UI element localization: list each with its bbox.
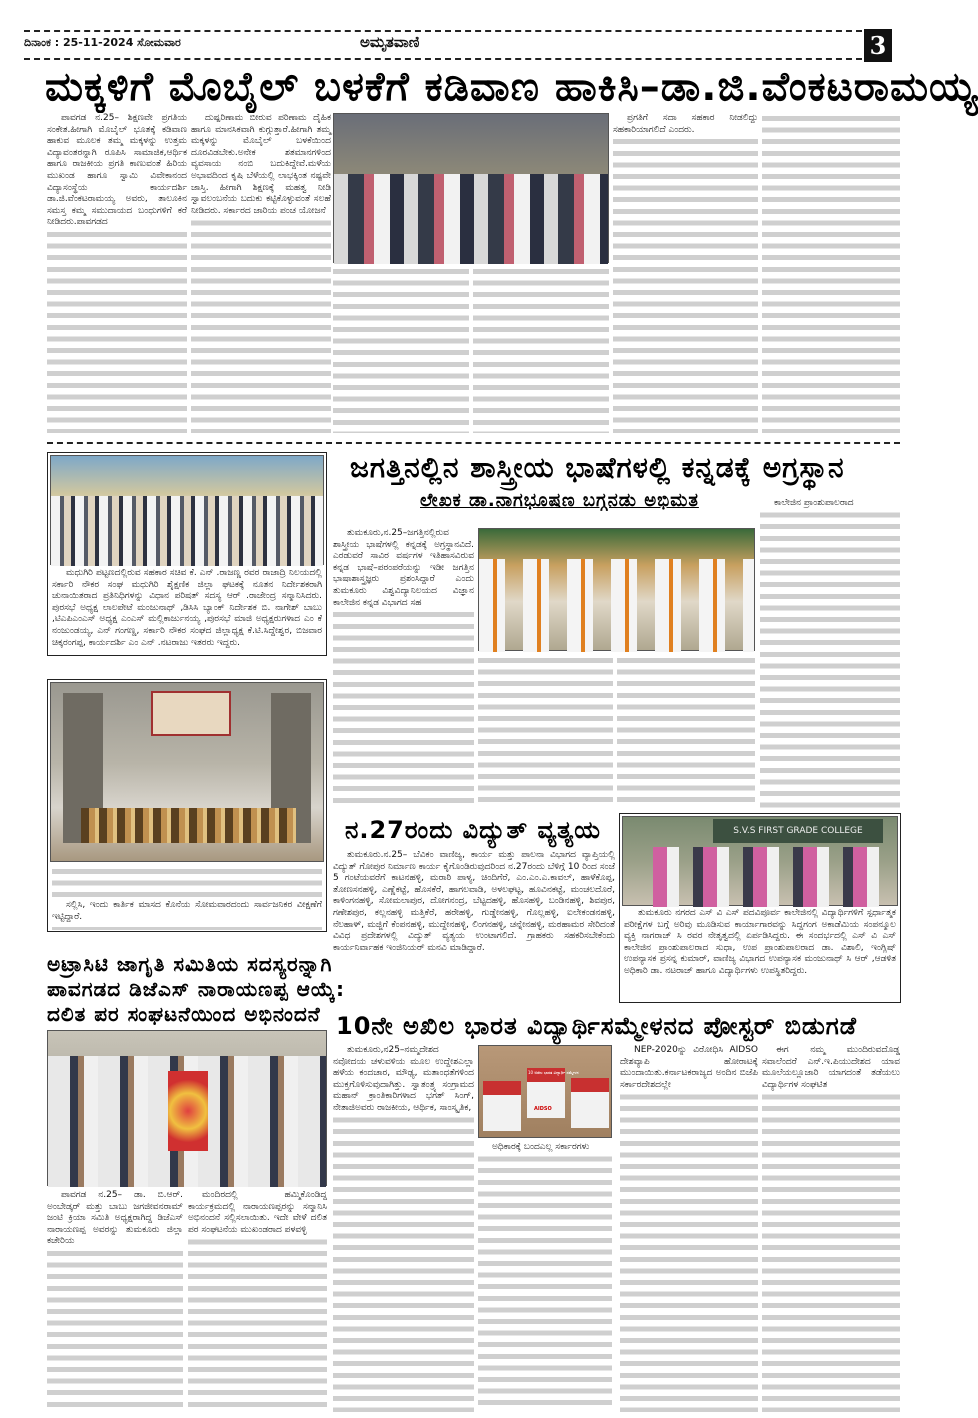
article1-col5-text: ಪ್ರಗತಿಗೆ ಸದಾ ಸಹಕಾರ ನೀಡಲಿದ್ದು ಸಹಕಾರಿಯಾಗಲಿದೆ ಎಂದರು. xyxy=(613,113,758,137)
poster-badge: AIDSO xyxy=(534,1106,552,1112)
photo-caption-1: ಮಧುಗಿರಿ ಪಟ್ಟಣದಲ್ಲಿರುವ ಸಹಕಾರ ಸಚಿವ ಕೆ. ಎನ್ .ರಾಜಣ್ಣ ರವರ ರಾಜಾದ್ರಿ ನಿಲಯದಲ್ಲಿ ಸರ್ಕಾರಿ ನೌಕರ ಸಂಘ ಮಧುಗಿರಿ ಶೈಕ್ಷಣಿಕ ಜಿಲ್ಲಾ ಘಟಕಕ್ಕೆ ನೂತನ ನಿರ್ದೇಶಕರಾಗಿ ಚುನಾಯಿತರಾದ ಪ್ರತಿನಿಧಿಗಳನ್ನು ವಿಧಾನ ಪರಿಷತ್ ಸದಸ್ಯ ಆರ್ .ರಾಜೇಂದ್ರ ಸನ್ಮಾನಿಸಿದರು. ಪುರಸಭೆ ಅಧ್ಯಕ್ಷ ಲಾಲಪೇಟೆ ಮಂಜುನಾಥ್ ,ಡಿಸಿಸಿ ಬ್ಯಾಂಕ್ ನಿರ್ದೇಶಕ ಬಿ. ನಾಗೇಶ್ ಬಾಬು ,ಟಿಎಪಿಎಂಎಸ್ ಅಧ್ಯಕ್ಷ ಎಂಎಸ್ ಮಲ್ಲಿಕಾರ್ಜುನಯ್ಯ ,ಪುರಸಭೆ ಮಾಜಿ ಅಧ್ಯಕ್ಷರುಗಳಾದ ಎಂ ಕೆ ನಂಜುಂಡಯ್ಯ, ಎನ್ ಗಂಗಣ್ಣ, ಸರ್ಕಾರಿ ನೌಕರ ಸಂಘದ ಜಿಲ್ಲಾಧ್ಯಕ್ಷ ಕೆ.ಟಿ.ಸಿದ್ದೇಶ್ವರ, ಬಿಜವಾರ ಚಿಕ್ಕರಂಗಪ್ಪ, ಕಾರ್ಯದರ್ಶಿ ಎಂ ಎನ್ .ನಟರಾಜು ಇತರರು ಇದ್ದರು. xyxy=(52,568,322,648)
header-rule-bottom xyxy=(24,58,862,60)
article1-col4 xyxy=(473,266,609,433)
article4-col1-text: ಪಾವಗಡ ನ.25– ಡಾ. ಬಿ.ಆರ್. ಅಂಬೇಡ್ಕರ್ ಮತ್ತು ಬಾಬು ಜಗಜೀವನರಾಮ್ ಜಂಟಿ ಕ್ರಿಯಾ ಸಮಿತಿ ಅಧ್ಯಕ್ಷರಾಗಿದ್ದ ಡಿಜೆಎಸ್ ನಾರಾಯಣಪ್ಪ ಅವರನ್ನು ತುಮಕೂರು ಜಿಲ್ಲಾ ಕಚೇರಿಯ xyxy=(47,1190,183,1249)
article1-col2 xyxy=(191,113,331,433)
article5-col3-text: NEP-2020ನ್ನು ವಿರೋಧಿಸಿ AIDSO ದೇಶವ್ಯಾಪಿ ಹೋರಾಟಕ್ಕೆ ಮುಂದಾಯಿತು.ಕರ್ನಾಟಕರಾಜ್ಯದ ಅಂದಿನ ಬಿಜೆಪಿ ಸರ್ಕಾರದೇಶದಲ್ಲೇ xyxy=(620,1045,758,1092)
banner xyxy=(151,691,231,736)
article5-headline: 10ನೇ ಅಖಿಲ ಭಾರತ ವಿದ್ಯಾರ್ಥಿಸಮ್ಮೇಳನದ ಪೋಸ್ಟರ್ ಬಿಡುಗಡೆ xyxy=(336,1012,857,1040)
article3-headline: ನ.27ರಂದು ವಿದ್ಯುತ್ ವ್ಯತ್ಯಯ xyxy=(345,816,601,844)
photo-narayanappa-felicitation xyxy=(47,1030,327,1186)
masthead: ಅಮೃತವಾಣಿ xyxy=(360,33,420,51)
article2-subheadline: ಲೇಖಕ ಡಾ.ನಾಗಭೂಷಣ ಬಗ್ಗನಡು ಅಭಿಮತ xyxy=(420,490,699,511)
photo-group-felicitation xyxy=(50,455,324,565)
article2-col1 xyxy=(333,528,474,808)
people xyxy=(653,847,893,907)
article2-col2 xyxy=(478,655,613,808)
photo-caption-2-text: ಸಲ್ಲಿಸಿ, ಇಂದು ಕಾರ್ತಿಕ ಮಾಸದ ಕೊನೆಯ ಸೋಮವಾರದಂದು ಸಾರ್ವಜನಿಕರ ವೀಕ್ಷಣೆಗೆ ಇಟ್ಟಿದ್ದಾರೆ. xyxy=(52,900,322,922)
article3-body: ತುಮಕೂರು.ನ.25– ಬೆವಿಕಂ ವಾಣಿಜ್ಯ, ಕಾರ್ಯ ಮತ್ತು ಪಾಲನಾ ವಿಭಾಗದ ವ್ಯಾಪ್ತಿಯಲ್ಲಿ ವಿದ್ಯುತ್ ಗೋಪುರ ನಿರ್ಮಾಣ ಕಾರ್ಯ ಕೈಗೊಂಡಿರುವುದರಿಂದ ನ.27ರಂದು ಬೆಳಿಗ್ಗೆ 10 ರಿಂದ ಸಂಜೆ 5 ಗಂಟೆಯವರೆಗೆ ಕಾಟನಹಳ್ಳಿ, ಮರಾಠಿ ಪಾಳ್ಯ, ಚಿಂದಿಗೆರೆ, ಎಂ.ಎಂ.ಎ.ಕಾವಲ್, ಹಾಳೆಕೊಪ್ಪ, ತೋಣಸನಹಳ್ಳಿ, ಎಣ್ಣೆಕಟ್ಟೆ, ಹೊಸಕೆರೆ, ಹಾಗಲವಾಡಿ, ಅಳಲಘಟ್ಟ, ಹೂವಿನಕಟ್ಟೆ, ಮಂಚಲದೊರೆ, ಕಾಳಿಂಗನಹಳ್ಳಿ, ಸೋಮಲಾಪುರ, ದೋಗನಂದ್ರ, ಬೆಟ್ಟದಹಳ್ಳಿ, ಹೊಸಹಳ್ಳಿ, ಬಂಡಿನಹಳ್ಳಿ, ಶಿವಪುರ, ಗಣೇಶಪುರ, ಕಲ್ಲನಹಳ್ಳಿ ಮತ್ತಿಕೆರೆ, ಹರೇಹಳ್ಳಿ, ಗುಡ್ಡೇನಹಳ್ಳಿ, ಗೊಲ್ಲಹಳ್ಳಿ, ಐಲೇಕಂಡನಹಳ್ಳಿ, ನೆಲಹಾಳ್, ಮಜ್ಜಿಗೆ ಕೆಂಪನಹಳ್ಳಿ, ಮುದ್ದೇನಹಳ್ಳಿ, ಲಿಂಗನಹಳ್ಳಿ, ಚನ್ನೇನಹಳ್ಳಿ, ಮಠಹಾಮರ ಸೇರಿದಂತೆ ವಿವಿಧ ಪ್ರದೇಶಗಳಲ್ಲಿ ವಿದ್ಯುತ್ ವ್ಯತ್ಯಯ ಉಂಟಾಗಲಿದೆ. ಗ್ರಾಹಕರು ಸಹಕರಿಸಬೇಕೆಂದು ಕಾರ್ಯನಿರ್ವಾಹಕ ಇಂಜಿನಿಯರ್ ಮನವಿ ಮಾಡಿದ್ದಾರೆ. xyxy=(333,850,615,953)
photo-temple-idols xyxy=(50,682,324,862)
people-shawls xyxy=(479,559,754,652)
people-silhouettes xyxy=(334,174,608,264)
article4-col1 xyxy=(47,1190,183,1412)
article5-col1 xyxy=(333,1045,474,1412)
header-rule-top xyxy=(24,30,862,32)
college-photo xyxy=(622,816,898,906)
article4-col2-text: ಮಂದಿರದಲ್ಲಿ ಹಮ್ಮಿಕೊಂಡಿದ್ದ ಕಾರ್ಯಕ್ರಮದಲ್ಲಿ ನಾರಾಯಣಪ್ಪರನ್ನು ಸನ್ಮಾನಿಸಿ ಅಭಿನಂದನೆ ಸಲ್ಲಿಸಲಾಯಿತು. ಇದೇ ವೇಳೆ ದಲಿತ ಪರ ಸಂಘಟನೆಯ ಮುಖಂಡರಾದ ಪಳವಳ್ಳಿ xyxy=(188,1190,327,1237)
article1-col1-text: ಪಾವಗಡ ನ.25– ಶಿಕ್ಷಣವೇ ಪ್ರಗತಿಯ ಸಂಕೇತ.ಹೀಗಾಗಿ ಮೊಬೈಲ್ ಭೂತಕ್ಕೆ ಕಡಿವಾಣ ಹಾಕುವ ಮೂಲಕ ತಮ್ಮ ಮಕ್ಕಳನ್ನು ಉತ್ತಮ ವಿದ್ಯಾವಂತರನ್ನಾಗಿ ರೂಪಿಸಿ ಸಾಮಾಜಿಕ,ಆರ್ಥಿಕ ಹಾಗೂ ರಾಜಕೀಯ ಪ್ರಗತಿ ಕಾಣುವಂತೆ ಹಿರಿಯ ಮುಖಂಡ ಹಾಗೂ ಸ್ವಾಮಿ ವಿವೇಕಾನಂದ ವಿದ್ಯಾಸಂಸ್ಥೆಯ ಕಾರ್ಯದರ್ಶಿ ಡಾ.ಜಿ.ವೆಂಕಟರಾಮಯ್ಯ ಅವರು, ತಾಲೂಕಿನ ಸಮಸ್ತ ಕಮ್ಮ ಸಮುದಾಯದ ಬಂಧುಗಳಿಗೆ ಕರೆ ನೀಡಿದರು.ಪಾವಗಡದ xyxy=(47,113,187,230)
article2-headline: ಜಗತ್ತಿನಲ್ಲಿನ ಶಾಸ್ತ್ರೀಯ ಭಾಷೆಗಳಲ್ಲಿ ಕನ್ನಡಕ್ಕೆ ಅಗ್ರಸ್ಥಾನ xyxy=(350,451,845,484)
issue-date: ದಿನಾಂಕ : 25-11-2024 ಸೋಮವಾರ xyxy=(24,36,181,49)
page-number: 3 xyxy=(864,29,892,62)
article2-col3 xyxy=(617,655,755,808)
article1-col2-text: ದುಷ್ಪರಿಣಾಮ ಬೀರುವ ಪರಿಣಾಮ ದೈಹಿಕ ಹಾಗೂ ಮಾನಸಿಕವಾಗಿ ಕುಗ್ಗುತ್ತಾರೆ.ಹೀಗಾಗಿ ತಮ್ಮ ಮಕ್ಕಳನ್ನು ಮೊಬೈಲ್ ಬಳಕೆಯಿಂದ ದೂರವಿಡಬೇಕು.ಅನೇಕ ಶತಮಾನಗಳಿಂದ ವ್ಯವಸಾಯ ನಂಬಿ ಬದುಕಿದ್ದೇವೆ.ಮಳೆಯ ಅಭಾವದಿಂದ ಕೃಷಿ ಬೆಳೆಯಲ್ಲಿ ಲಾಭಕ್ಕಿಂತ ನಷ್ಟವೇ ಜಾಸ್ತಿ. ಹೀಗಾಗಿ ಶಿಕ್ಷಣಕ್ಕೆ ಮಹತ್ವ ನೀಡಿ ಸ್ವಾವಲಂಬನೆಯ ಬದುಕು ಕಟ್ಟಿಕೊಳ್ಳುವಂತೆ ಸಲಹೆ ನೀಡಿದರು. ಸರ್ಕಾರದ ಜಾರಿಯ ಪಂಚ ಯೋಜನೆ xyxy=(191,113,331,218)
article1-col3 xyxy=(333,266,469,433)
group-people xyxy=(51,496,323,566)
article5-photo-poster-release xyxy=(478,1045,612,1138)
poster-title: 10 ಅಖಿಲ ಭಾರತ ವಿದ್ಯಾರ್ಥಿ ಸಮ್ಮೇಳನ xyxy=(528,1070,579,1075)
article2-photo-dignitaries xyxy=(478,528,755,651)
article4-headline-3: ದಲಿತ ಪರ ಸಂಘಟನೆಯಿಂದ ಅಭಿನಂದನೆ xyxy=(47,1002,321,1026)
article4-headline-2: ಪಾವಗಡದ ಡಿಜೆಎಸ್ ನಾರಾಯಣಪ್ಪ ಆಯ್ಕೆ: xyxy=(47,977,345,1001)
article2-col4-text: ಕಾಲೇಜಿನ ಪ್ರಾಂಶುಪಾಲರಾದ xyxy=(760,498,900,511)
article1-photo-lamp-lighting xyxy=(333,113,609,263)
article2-col1-text: ತುಮಕೂರು,ನ.25–ಜಗತ್ತಿನಲ್ಲಿರುವ ಶಾಸ್ತ್ರೀಯ ಭಾಷೆಗಳಲ್ಲಿ ಕನ್ನಡಕ್ಕೆ ಅಗ್ರಸ್ಥಾನವಿದೆ. ಎರಡುವರೆ ಸಾವಿರ ವರ್ಷಗಳ ಇತಿಹಾಸವಿರುವ ಕನ್ನಡ ಭಾಷೆ–ಪರಂಪರೆಯನ್ನು ಇಡೀ ಜಗತ್ತಿನ ಭಾಷಾಶಾಸ್ತ್ರಜ್ಞರು ಪ್ರಶಂಸಿದ್ದಾರೆ ಎಂದು ತುಮಕೂರು ವಿಶ್ವವಿದ್ಯಾನಿಲಯದ ವಿಜ್ಞಾನ ಕಾಲೇಜಿನ ಕನ್ನಡ ವಿಭಾಗದ ಸಹ xyxy=(333,528,474,610)
article4-col2 xyxy=(188,1190,327,1412)
article5-col4 xyxy=(762,1045,900,1412)
article2-col4 xyxy=(760,498,900,810)
article1-col1 xyxy=(47,113,187,433)
article5-col2-text: ಅಧಿಕಾರಕ್ಕೆ ಬಂದಎಲ್ಲ ಸರ್ಕಾರಗಳು xyxy=(478,1142,612,1155)
poster xyxy=(483,1081,521,1131)
section-divider xyxy=(47,442,900,444)
article1-col5 xyxy=(613,113,758,433)
article1-headline: ಮಕ್ಕಳಿಗೆ ಮೊಬೈಲ್ ಬಳಕೆಗೆ ಕಡಿವಾಣ ಹಾಕಿಸಿ–ಡಾ.ಜಿ.ವೆಂಕಟರಾಮಯ್ಯ xyxy=(45,64,978,110)
article5-col1-text: ತುಮಕೂರು,ನ25–ನಮ್ಮದೇಶದ ನವೋದಯ ಚಳುವಳಿಯ ಮೂಲ ಉದ್ದೇಶಎಲ್ಲಾ ಹಳೆಯ ಕಂದಚಾರ, ಮೌಢ್ಯ, ಮತಾಂಧತೆಗಳಿಂದ ಮುಕ್ತಗೊಳಿಸುವುದಾಗಿತ್ತು. ಸ್ವಾತಂತ್ರ್ಯ ಸಂಗ್ರಾಮದ ಮಹಾನ್ ಕ್ರಾಂತಿಕಾರಿಗಳಾದ ಭಗತ್ ಸಿಂಗ್, ನೇತಾಜಿಅವರು ರಾಜಕೀಯ, ಆರ್ಥಿಕ, ಸಾಂಸ್ಕೃತಿಕ, xyxy=(333,1045,474,1116)
article4-headline-1: ಅಟ್ರಾಸಿಟಿ ಜಾಗೃತಿ ಸಮಿತಿಯ ಸದಸ್ಯರನ್ನಾಗಿ xyxy=(47,952,333,976)
article1-col6 xyxy=(762,113,900,433)
poster xyxy=(571,1078,609,1128)
article5-col4-text: ಈಗ ನಮ್ಮ ಮುಂದಿರುವದೊಡ್ಡ ಸವಾಲೆಂದರೆ ಎನ್.ಇ.ಪಿಯುದೇಶದ ಯಾವ ಮೂಲೆಯಲ್ಲೂಜಾರಿ ಯಾಗದಂತೆ ತಡೆಯಲು ವಿದ್ಯಾರ್ಥಿಗಳ ಸಂಘಟಿತ xyxy=(762,1045,900,1092)
idol-display xyxy=(81,808,296,843)
garland xyxy=(168,1071,208,1151)
article5-col3 xyxy=(620,1045,758,1412)
article5-col2 xyxy=(478,1142,612,1412)
chalkboard-text: S.V.S FIRST GRADE COLLEGE xyxy=(713,819,883,843)
photo-caption-2 xyxy=(52,866,322,930)
college-photo-caption: ತುಮಕೂರು ನಗರದ ಎಸ್ ವಿ ಎಸ್ ಪದವಿಪೂರ್ವ ಕಾಲೇಜಿನಲ್ಲಿ ವಿದ್ಯಾರ್ಥಿಗಳಿಗೆ ಸ್ಪರ್ಧಾತ್ಮಕ ಪರೀಕ್ಷೆಗಳ ಬಗ್ಗೆ ಅರಿವು ಮೂಡಿಸುವ ಕಾರ್ಯಾಗಾರವನ್ನು ಸಿದ್ದಗಂಗ ಅಕಾಡೆಮಿಯ ಸಂಪನ್ಮೂಲ ವ್ಯಕ್ತಿ ನಾಗರಾಜ್ ಸಿ ರವರ ನೇತೃತ್ವದಲ್ಲಿ ಏರ್ಪಡಿಸಿದ್ದರು. ಈ ಸಂದರ್ಭದಲ್ಲಿ ಎಸ್ ವಿ ಎಸ್ ಕಾಲೇಜಿನ ಪ್ರಾಂಶುಪಾಲರಾದ ಸುಧಾ, ಉಪ ಪ್ರಾಂಶುಪಾಲರಾದ ಡಾ. ವಿಶಾಲಿ, ಇಂಗ್ಲಿಷ್ ಉಪನ್ಯಾಸಕ ಪ್ರಸನ್ನ ಕುಮಾರ್, ವಾಣಿಜ್ಯ ವಿಭಾಗದ ಉಪನ್ಯಾಸಕ ಮಂಜುನಾಥ್ ಸಿ ಆರ್ ,ಆಡಳಿತ ಅಧಿಕಾರಿ ಡಾ. ನಟರಾಜ್ ಹಾಗೂ ವಿದ್ಯಾರ್ಥಿಗಳು ಉಪಸ್ಥಿತರಿದ್ದರು. xyxy=(624,908,896,976)
